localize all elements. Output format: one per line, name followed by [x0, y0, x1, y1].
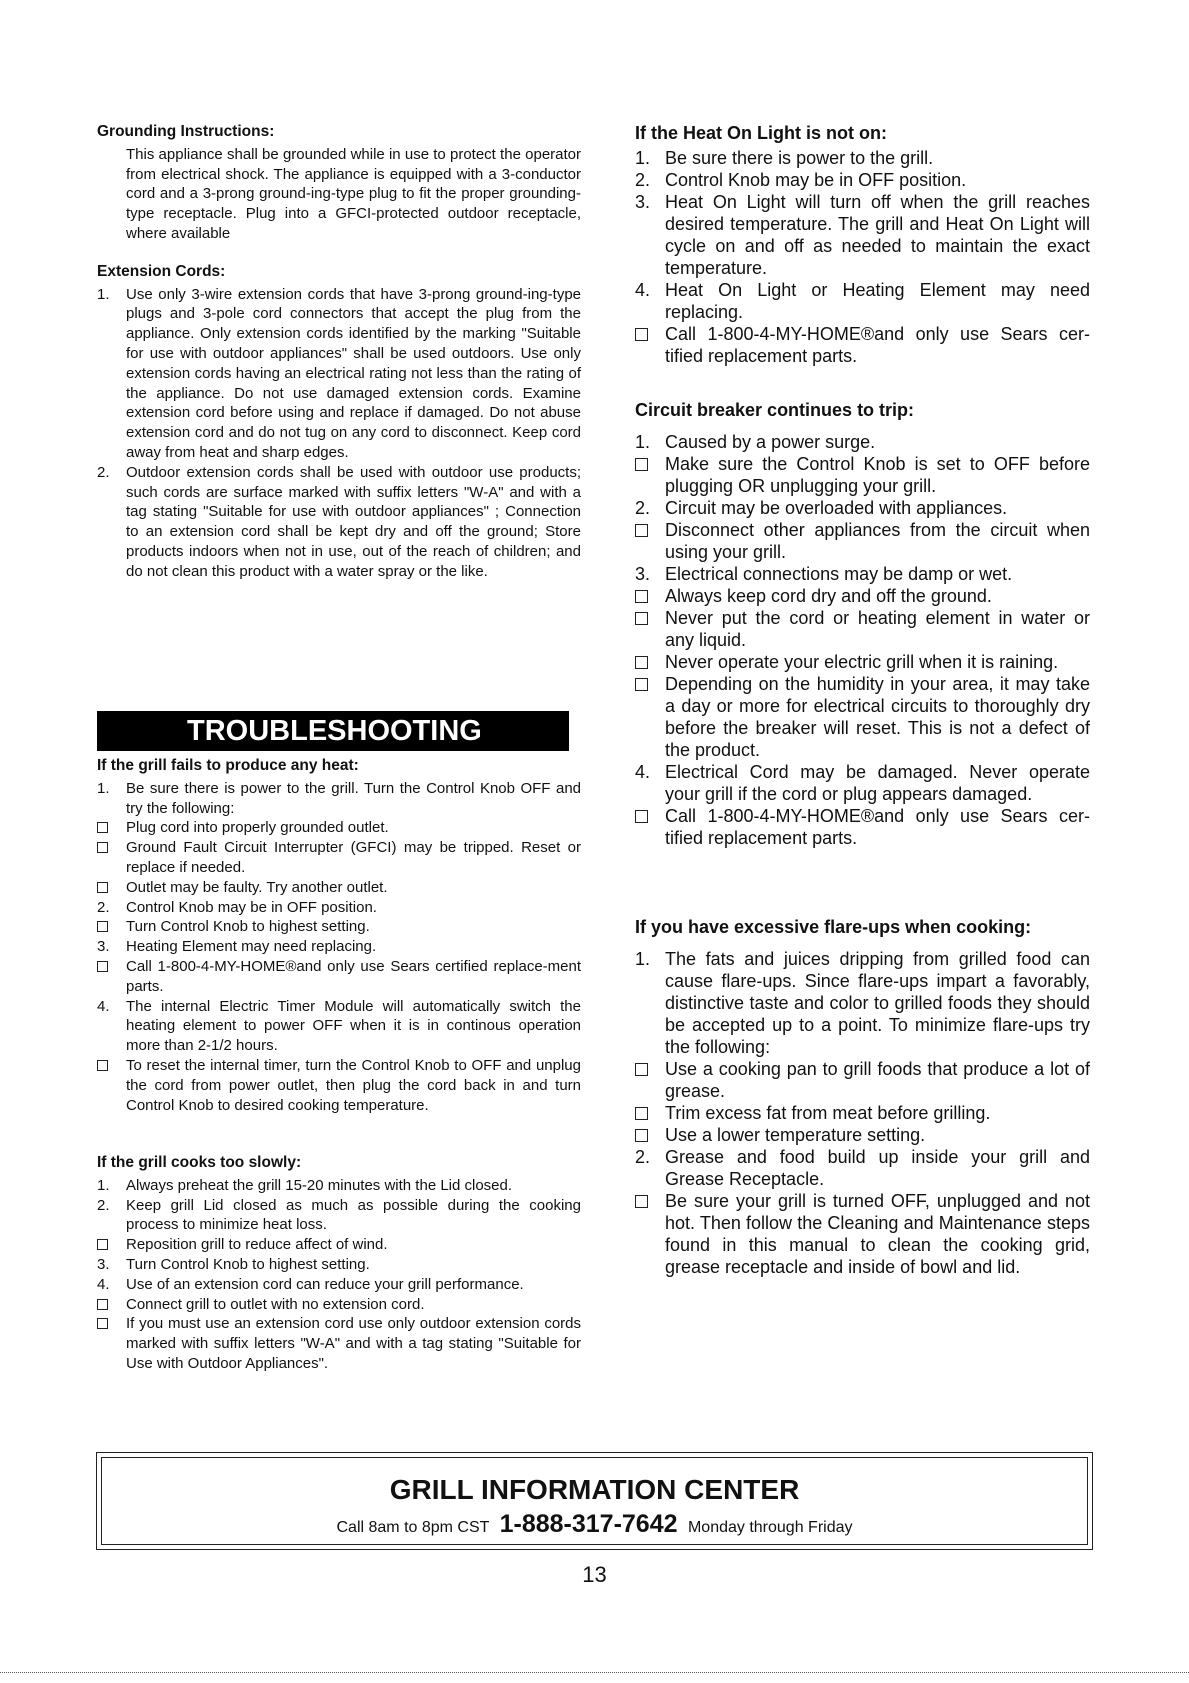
item-text: Outlet may be faulty. Try another outlet.: [126, 878, 388, 896]
list-item: [97, 1275, 581, 1295]
item-text: Caused by a power surge.: [665, 432, 876, 452]
list-item: [97, 285, 581, 463]
checkbox-icon: [97, 961, 108, 972]
list-item: [97, 1235, 581, 1255]
list-item: [635, 431, 1090, 453]
item-number: 1.: [635, 949, 651, 969]
grill-info-center-inner: [101, 1457, 1088, 1545]
item-text: Circuit may be overloaded with appliances.: [665, 498, 1008, 518]
item-text: Be sure there is power to the grill. Turn the Control Knob OFF and try the following:: [126, 779, 581, 817]
item-number: 4.: [97, 997, 110, 1015]
list-item: [635, 651, 1090, 673]
list-item: [97, 818, 581, 838]
flare-heading: If you have excessive flare-ups when cooking:: [635, 917, 1032, 937]
checkbox-icon: [97, 822, 108, 833]
list-item: [97, 937, 581, 957]
item-text: Control Knob may be in OFF position.: [126, 898, 377, 916]
item-text: To reset the internal timer, turn the Control Knob to OFF and unplug the cord from power outlet, then plug the cord back in and turn Control Knob to desired cooking temperature.: [126, 1056, 581, 1114]
banner-title: TROUBLESHOOTING: [187, 715, 482, 747]
item-number: 2.: [97, 898, 110, 916]
item-text: Trim excess fat from meat before grilling.: [665, 1103, 991, 1123]
item-text: Plug cord into properly grounded outlet.: [126, 819, 389, 837]
list-item: [635, 761, 1090, 805]
item-text: Reposition grill to reduce affect of wind.: [126, 1236, 388, 1254]
item-text: The fats and juices dripping from grilled food can cause flare-ups. Since flare-ups impart a favorably, distinctive taste and color to grilled foods they should be accepted up to a point. To minimize flare-ups try the following:: [665, 949, 1090, 1057]
item-number: 3.: [97, 938, 110, 956]
list-item: [97, 898, 581, 918]
list-item: [97, 1314, 581, 1373]
item-text: Always preheat the grill 15-20 minutes with the Lid closed.: [126, 1176, 513, 1194]
item-text: Never put the cord or heating element in water or any liquid.: [665, 608, 1090, 650]
checkbox-icon: [635, 656, 648, 669]
flare-list: [635, 948, 1090, 1278]
item-text: Never operate your electric grill when it is raining.: [665, 652, 1059, 672]
item-number: 3.: [97, 1255, 110, 1273]
right-column: [635, 122, 1090, 367]
list-item: [97, 878, 581, 898]
list-item: [97, 1255, 581, 1275]
list-item: [635, 948, 1090, 1058]
list-item: [635, 805, 1090, 849]
item-text: Outdoor extension cords shall be used with outdoor use products; such cords are surface marked with suffix letters "W-A" and with a tag stating "Suitable for use with outdoor appliances" ; Connection to an extension cord shall be kept dry and off the ground; Store products indoors when not in use, out of the reach of children; and do not clean this product with a water spray or the like.: [126, 463, 581, 580]
item-text: Ground Fault Circuit Interrupter (GFCI) may be tripped. Reset or replace if needed.: [126, 839, 581, 876]
checkbox-icon: [97, 921, 108, 932]
item-text: Keep grill Lid closed as much as possible during the cooking process to minimize heat loss.: [126, 1196, 581, 1234]
list-item: [97, 463, 581, 582]
checkbox-icon: [635, 810, 648, 823]
bottom-dotted-rule: [0, 1672, 1189, 1673]
list-item: [635, 607, 1090, 651]
list-item: [635, 1146, 1090, 1190]
item-number: 1.: [97, 1176, 110, 1194]
list-item: [635, 323, 1090, 367]
item-text: Be sure there is power to the grill.: [665, 148, 934, 168]
breaker-list: [635, 431, 1090, 849]
checkbox-icon: [97, 1239, 108, 1250]
item-number: 4.: [97, 1275, 110, 1293]
heat-light-heading: If the Heat On Light is not on:: [635, 123, 887, 143]
item-number: 4.: [635, 762, 651, 782]
info-center-phone: 1-888-317-7642: [499, 1510, 678, 1538]
checkbox-icon: [97, 1060, 108, 1071]
item-text: Call 1-800-4-MY-HOME®and only use Sears certified replace-ment parts.: [126, 957, 581, 995]
left-column: [97, 122, 581, 582]
checkbox-icon: [635, 1195, 648, 1208]
item-text: If you must use an extension cord use only outdoor extension cords marked with suffix letters "W-A" and with a tag stating "Suitable for Use with Outdoor Appliances".: [126, 1315, 581, 1372]
item-text: The internal Electric Timer Module will automatically switch the heating element to power OFF when it is in continous operation more than 2-1/2 hours.: [126, 997, 581, 1055]
list-item: [635, 191, 1090, 279]
slow-section: [97, 1153, 581, 1374]
item-text: Use a cooking pan to grill foods that produce a lot of grease.: [665, 1059, 1090, 1101]
list-item: [635, 453, 1090, 497]
item-text: Connect grill to outlet with no extension cord.: [126, 1295, 425, 1313]
list-item: [635, 147, 1090, 169]
item-number: 1.: [97, 779, 110, 797]
list-item: [97, 957, 581, 997]
info-center-days: Monday through Friday: [687, 1519, 853, 1536]
list-item: [635, 497, 1090, 519]
troubleshooting-left: [97, 756, 581, 1115]
checkbox-icon: [635, 1107, 648, 1120]
checkbox-icon: [635, 328, 648, 341]
extension-heading: Extension Cords:: [97, 262, 226, 280]
item-number: 2.: [97, 463, 110, 481]
item-number: 1.: [97, 285, 110, 303]
item-number: 4.: [635, 280, 651, 300]
checkbox-icon: [97, 1299, 108, 1310]
item-number: 1.: [635, 432, 651, 452]
item-text: Make sure the Control Knob is set to OFF before plugging OR unplugging your grill.: [665, 454, 1090, 496]
item-text: Call 1-800-4-MY-HOME®and only use Sears cer-tified replacement parts.: [665, 324, 1090, 366]
item-number: 3.: [635, 192, 651, 212]
item-text: Call 1-800-4-MY-HOME®and only use Sears cer-tified replacement parts.: [665, 806, 1090, 848]
slow-list: [97, 1176, 581, 1374]
info-center-hours: Call 8am to 8pm CST: [336, 1519, 490, 1536]
checkbox-icon: [635, 612, 648, 625]
info-center-title: GRILL INFORMATION CENTER: [389, 1474, 800, 1505]
list-item: [635, 673, 1090, 761]
item-text: Use of an extension cord can reduce your grill performance.: [126, 1275, 524, 1293]
item-text: Use a lower temperature setting.: [665, 1125, 926, 1145]
item-text: Heat On Light will turn off when the grill reaches desired temperature. The grill and Heat On Light will cycle on and off as needed to maintain the exact temperature.: [665, 192, 1090, 278]
list-item: [635, 169, 1090, 191]
item-text: Electrical connections may be damp or wet.: [665, 564, 1013, 584]
slow-heading: If the grill cooks too slowly:: [97, 1154, 302, 1171]
item-text: Control Knob may be in OFF position.: [665, 170, 967, 190]
item-text: Turn Control Knob to highest setting.: [126, 1255, 370, 1273]
item-number: 2.: [635, 170, 651, 190]
list-item: [635, 1058, 1090, 1102]
list-item: [97, 917, 581, 937]
item-text: Heat On Light or Heating Element may need replacing.: [665, 280, 1090, 322]
checkbox-icon: [97, 842, 108, 853]
breaker-heading: Circuit breaker continues to trip:: [635, 400, 915, 420]
troubleshooting-banner: [97, 711, 569, 751]
heat-light-list: [635, 147, 1090, 367]
list-item: [635, 1102, 1090, 1124]
flare-section: [635, 916, 1090, 1278]
list-item: [97, 997, 581, 1056]
checkbox-icon: [635, 1129, 648, 1142]
checkbox-icon: [97, 1318, 108, 1329]
extension-list: [97, 285, 581, 582]
item-number: 2.: [97, 1196, 110, 1214]
item-text: Depending on the humidity in your area, it may take a day or more for electrical circuits to thoroughly dry before the breaker will reset. This is not a defect of the product.: [665, 674, 1090, 760]
page-number: 13: [582, 1562, 607, 1587]
list-item: [97, 1056, 581, 1115]
list-item: [635, 1190, 1090, 1278]
item-text: Heating Element may need replacing.: [126, 938, 377, 956]
list-item: [635, 1124, 1090, 1146]
no-heat-heading: If the grill fails to produce any heat:: [97, 757, 359, 774]
item-text: Disconnect other appliances from the circuit when using your grill.: [665, 520, 1090, 562]
item-number: 3.: [635, 564, 651, 584]
item-text: Use only 3-wire extension cords that have 3-prong ground-ing-type plugs and 3-pole cord connectors that accept the plug from the appliance. Only extension cords identified by the marking "Suitable for use with outdoor appliances" shall be used outdoors. Use only extension cords having an electrical rating not less than the rating of the appliance. Do not use damaged extension cords. Examine extension cord before using and replace if damaged. Do not abuse extension cord and do not tug on any cord to disconnect. Keep cord away from heat and sharp edges.: [126, 285, 581, 461]
list-item: [97, 1176, 581, 1196]
checkbox-icon: [635, 1063, 648, 1076]
item-text: Electrical Cord may be damaged. Never operate your grill if the cord or plug appears damaged.: [665, 762, 1090, 804]
grounding-heading: Grounding Instructions:: [97, 123, 275, 140]
item-number: 1.: [635, 148, 651, 168]
checkbox-icon: [635, 524, 648, 537]
item-number: 2.: [635, 498, 651, 518]
no-heat-list: [97, 779, 581, 1116]
list-item: [97, 1295, 581, 1315]
item-text: Always keep cord dry and off the ground.: [665, 586, 992, 606]
item-text: Grease and food build up inside your grill and Grease Receptacle.: [665, 1147, 1090, 1189]
grounding-text: This appliance shall be grounded while in use to protect the operator from electrical shock. The appliance is equipped with a 3-conductor cord and a 3-prong ground-ing-type plug to fit the proper grounding-type receptacle. Plug into a GFCI-protected outdoor receptacle, where available: [126, 145, 581, 242]
info-center-line: [102, 1510, 1087, 1539]
list-item: [635, 563, 1090, 585]
list-item: [635, 279, 1090, 323]
checkbox-icon: [635, 458, 648, 471]
list-item: [635, 585, 1090, 607]
item-text: Be sure your grill is turned OFF, unplugged and not hot. Then follow the Cleaning and Maintenance steps found in this manual to clean the cooking grid, grease receptacle and inside of bowl and lid.: [665, 1191, 1090, 1277]
checkbox-icon: [635, 590, 648, 603]
checkbox-icon: [97, 882, 108, 893]
list-item: [97, 838, 581, 878]
list-item: [635, 519, 1090, 563]
grill-info-center-box: [96, 1452, 1093, 1550]
list-item: [97, 1196, 581, 1236]
item-number: 2.: [635, 1147, 651, 1167]
checkbox-icon: [635, 678, 648, 691]
item-text: Turn Control Knob to highest setting.: [126, 918, 370, 936]
list-item: [97, 779, 581, 819]
breaker-section: [635, 399, 1090, 849]
